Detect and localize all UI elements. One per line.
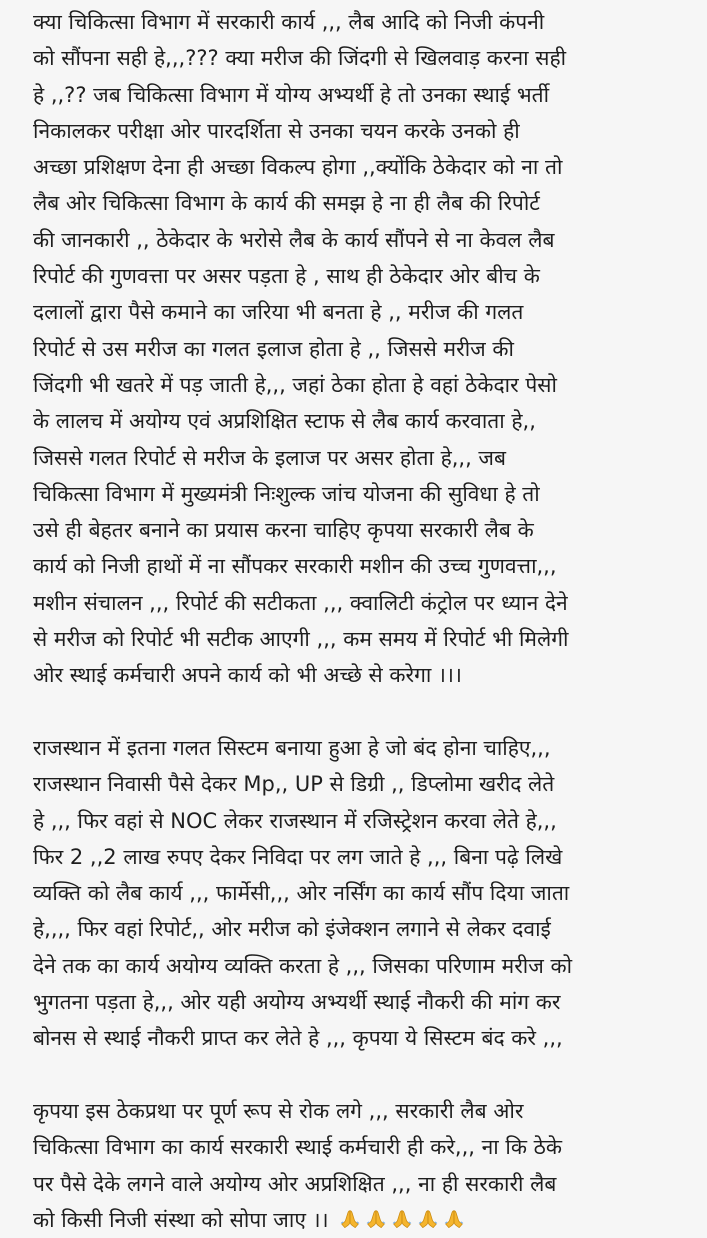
text-line: रिपोर्ट से उस मरीज का गलत इलाज होता हे ,, जिससे मरीज की: [33, 336, 514, 361]
text-line: की जानकारी ,, ठेकेदार के भरोसे लैब के कार्य सौंपने से ना केवल लैब: [33, 227, 555, 252]
folded-hands-icon: [339, 1208, 361, 1230]
paragraph-3: [33, 1093, 681, 1238]
folded-hands-icon: [391, 1208, 413, 1230]
text-line: पर पैसे देके लगने वाले अयोग्य ओर अप्रशिक्षित ,,, ना ही सरकारी लैब: [33, 1171, 557, 1196]
text-line: चिकित्सा विभाग का कार्य सरकारी स्थाई कर्मचारी ही करे,,, ना कि ठेके: [33, 1135, 562, 1160]
text-line: कार्य को निजी हाथों में ना सौंपकर सरकारी मशीन की उच्च गुणवत्ता,,,: [33, 554, 557, 579]
paragraph-gap: [33, 694, 681, 730]
text-line: को सौंपना सही हे,,,??? क्या मरीज की जिंदगी से खिलवाड़ करना सही: [33, 46, 567, 71]
paragraph-gap: [33, 1057, 681, 1093]
folded-hands-emoji-row: [335, 1208, 465, 1232]
text-line: फिर 2 ,,2 लाख रुपए देकर निविदा पर लग जाते हे ,,, बिना पढ़े लिखे: [33, 844, 563, 869]
text-line: बोनस से स्थाई नौकरी प्राप्त कर लेते हे ,,, कृपया ये सिस्टम बंद करे ,,,: [33, 1026, 563, 1051]
text-line: रिपोर्ट की गुणवत्ता पर असर पड़ता हे , साथ ही ठेकेदार ओर बीच के: [33, 264, 540, 289]
text-line: उसे ही बेहतर बनाने का प्रयास करना चाहिए कृपया सरकारी लैब के: [33, 518, 534, 543]
text-line: अच्छा प्रशिक्षण देना ही अच्छा विकल्प होगा ,,क्योंकि ठेकेदार को ना तो: [33, 155, 563, 180]
text-line: क्या चिकित्सा विभाग में सरकारी कार्य ,,, लैब आदि को निजी कंपनी: [33, 10, 545, 34]
paragraph-2: [33, 730, 681, 1057]
text-line: से मरीज को रिपोर्ट भी सटीक आएगी ,,, कम समय में रिपोर्ट भी मिलेगी: [33, 627, 569, 652]
folded-hands-icon: [443, 1208, 465, 1230]
text-line: राजस्थान में इतना गलत सिस्टम बनाया हुआ हे जो बंद होना चाहिए,,,: [33, 735, 551, 760]
text-line: जिससे गलत रिपोर्ट से मरीज के इलाज पर असर होता हे,,, जब: [33, 445, 507, 470]
text-line: निकालकर परीक्षा ओर पारदर्शिता से उनका चयन करके उनको ही: [33, 118, 520, 143]
text-line: हे,,,, फिर वहां रिपोर्ट,, ओर मरीज को इंजेक्शन लगाने से लेकर दवाई: [33, 917, 551, 942]
text-line: लैब ओर चिकित्सा विभाग के कार्य की समझ हे ना ही लैब की रिपोर्ट: [33, 191, 540, 216]
text-line-final: [33, 1202, 681, 1238]
text-line: हे ,,, फिर वहां से NOC लेकर राजस्थान में रजिस्ट्रेशन करवा लेते हे,,,: [33, 808, 557, 833]
folded-hands-icon: [417, 1208, 439, 1230]
text-line: भुगतना पड़ता हे,,, ओर यही अयोग्य अभ्यर्थी स्थाई नौकरी की मांग कर: [33, 990, 561, 1015]
text-line: दलालों द्वारा पैसे कमाने का जरिया भी बनता हे ,, मरीज की गलत: [33, 300, 524, 325]
folded-hands-icon: [365, 1208, 387, 1230]
text-line: जिंदगी भी खतरे में पड़ जाती हे,,, जहां ठेका होता हे वहां ठेकेदार पेसो: [33, 372, 557, 397]
text-line: देने तक का कार्य अयोग्य व्यक्ति करता हे ,,, जिसका परिणाम मरीज को: [33, 953, 573, 978]
text-line: व्यक्ति को लैब कार्य ,,, फार्मेसी,,, ओर नर्सिंग का कार्य सौंप दिया जाता: [33, 881, 570, 906]
final-line-text: को किसी निजी संस्था को सोपा जाए ।।: [33, 1207, 329, 1232]
text-line: के लालच में अयोग्य एवं अप्रशिक्षित स्टाफ से लैब कार्य करवाता हे,,: [33, 409, 536, 434]
paragraph-1: [33, 4, 681, 694]
text-line: हे ,,?? जब चिकित्सा विभाग में योग्य अभ्यर्थी हे तो उनका स्थाई भर्ती: [33, 82, 550, 107]
text-line: ओर स्थाई कर्मचारी अपने कार्य को भी अच्छे से करेगा ।।।: [33, 663, 462, 688]
text-line: कृपया इस ठेकप्रथा पर पूर्ण रूप से रोक लगे ,,, सरकारी लैब ओर: [33, 1098, 524, 1123]
text-line: चिकित्सा विभाग में मुख्यमंत्री निःशुल्क जांच योजना की सुविधा हे तो: [33, 481, 540, 506]
text-line: राजस्थान निवासी पैसे देकर Mp,, UP से डिग्री ,, डिप्लोमा खरीद लेते: [33, 772, 555, 797]
text-line: मशीन संचालन ,,, रिपोर्ट की सटीकता ,,, क्वालिटी कंट्रोल पर ध्यान देने: [33, 590, 568, 615]
